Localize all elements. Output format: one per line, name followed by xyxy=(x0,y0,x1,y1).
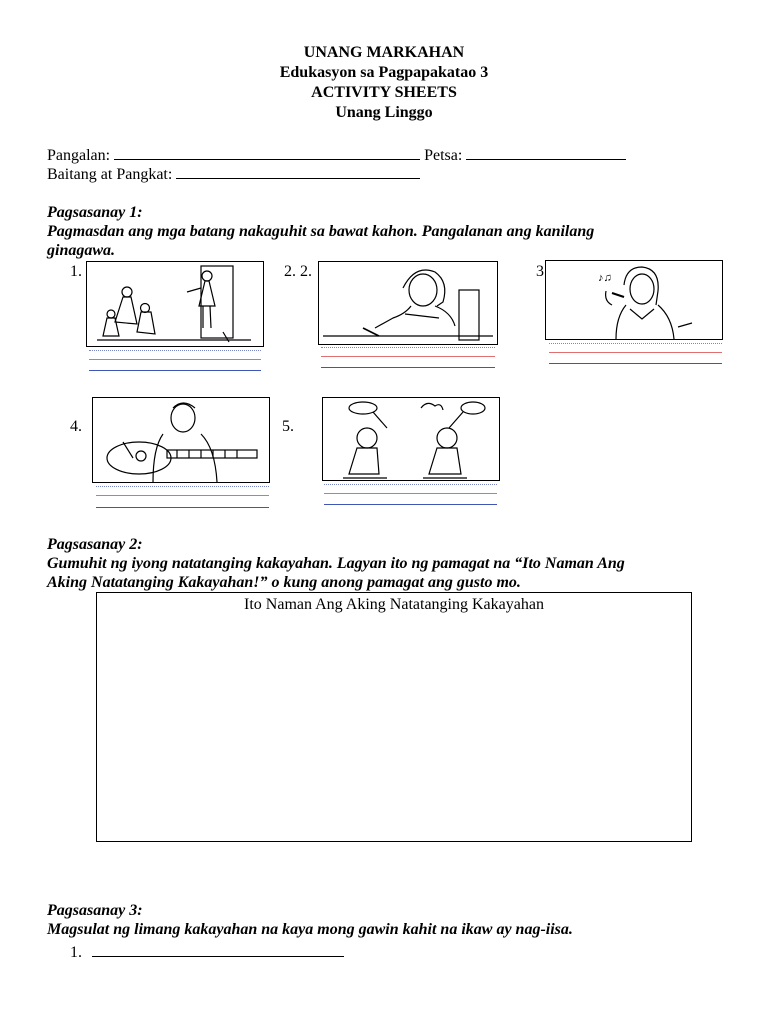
item4-picture xyxy=(92,397,270,483)
activity3-item1-number: 1. xyxy=(70,944,82,961)
item2-number: 2. 2. xyxy=(284,263,312,280)
item5-picture xyxy=(322,397,500,481)
activity2-title: Pagsasanay 2: xyxy=(47,536,143,553)
item1-picture xyxy=(86,261,264,347)
activity3-title: Pagsasanay 3: xyxy=(47,902,143,919)
item3-picture xyxy=(545,260,723,340)
grade-field-row xyxy=(47,164,420,184)
item2-answer-line-blue[interactable] xyxy=(321,367,495,368)
item1-answer-line-blue[interactable] xyxy=(89,370,261,371)
name-label: Pangalan: xyxy=(47,147,111,164)
item4-number: 4. xyxy=(70,418,82,435)
item1-answer-line-dotted xyxy=(89,350,261,351)
item3-answer-line-dotted xyxy=(549,343,722,344)
item5-answer-line-blue[interactable] xyxy=(324,504,497,505)
children-badminton-icon xyxy=(323,398,499,480)
name-blank[interactable] xyxy=(114,145,420,160)
header-week: Unang Linggo xyxy=(335,104,433,121)
activity2-instruction-1: Gumuhit ng iyong natatanging kakayahan. Lagyan ito ng pamagat na “Ito Naman Ang xyxy=(47,555,625,572)
item3-number: 3 xyxy=(536,263,544,280)
item4-answer-line-blue[interactable] xyxy=(96,507,269,508)
drawing-box[interactable] xyxy=(96,592,692,842)
grade-blank[interactable] xyxy=(176,164,420,179)
name-field-row xyxy=(47,145,626,165)
item1-answer-line-red xyxy=(89,359,261,360)
item1-number: 1. xyxy=(70,263,82,280)
item4-answer-line-dotted xyxy=(96,486,269,487)
date-label: Petsa: xyxy=(424,147,463,164)
item2-answer-line-red xyxy=(321,356,495,357)
girl-writing-icon xyxy=(319,262,497,344)
activity1-instruction-1: Pagmasdan ang mga batang nakaguhit sa bawat kahon. Pangalanan ang kanilang xyxy=(47,223,595,240)
grade-label: Baitang at Pangkat: xyxy=(47,166,173,183)
item5-number: 5. xyxy=(282,418,294,435)
item3-answer-line-blue[interactable] xyxy=(549,363,722,364)
item2-answer-line-dotted xyxy=(321,347,495,348)
svg-text:♪♫: ♪♫ xyxy=(598,272,612,284)
date-blank[interactable] xyxy=(466,145,626,160)
activity3-item1 xyxy=(70,942,344,962)
item2-picture xyxy=(318,261,498,345)
item5-answer-line-red xyxy=(324,493,497,494)
activity1-title: Pagsasanay 1: xyxy=(47,204,143,221)
header-title: UNANG MARKAHAN xyxy=(303,44,465,61)
item3-answer-line-red xyxy=(549,352,722,353)
boy-guitar-icon xyxy=(93,398,269,482)
header-activity-sheets: ACTIVITY SHEETS xyxy=(311,84,457,101)
activity3-instruction: Magsulat ng limang kakayahan na kaya mong gawin kahit na ikaw ay nag-iisa. xyxy=(47,921,573,938)
activity1-instruction-2: ginagawa. xyxy=(47,242,116,259)
header-subject: Edukasyon sa Pagpapakatao 3 xyxy=(279,64,489,81)
activity2-instruction-2: Aking Natatanging Kakayahan!” o kung anong pamagat ang gusto mo. xyxy=(47,574,521,591)
girl-singing-icon xyxy=(546,261,722,339)
item5-answer-line-dotted xyxy=(324,484,497,485)
children-teaching-icon xyxy=(87,262,263,346)
drawing-box-title: Ito Naman Ang Aking Natatanging Kakayahan xyxy=(244,596,544,613)
activity3-item1-blank[interactable] xyxy=(92,942,344,957)
item4-answer-line-red xyxy=(96,495,269,496)
